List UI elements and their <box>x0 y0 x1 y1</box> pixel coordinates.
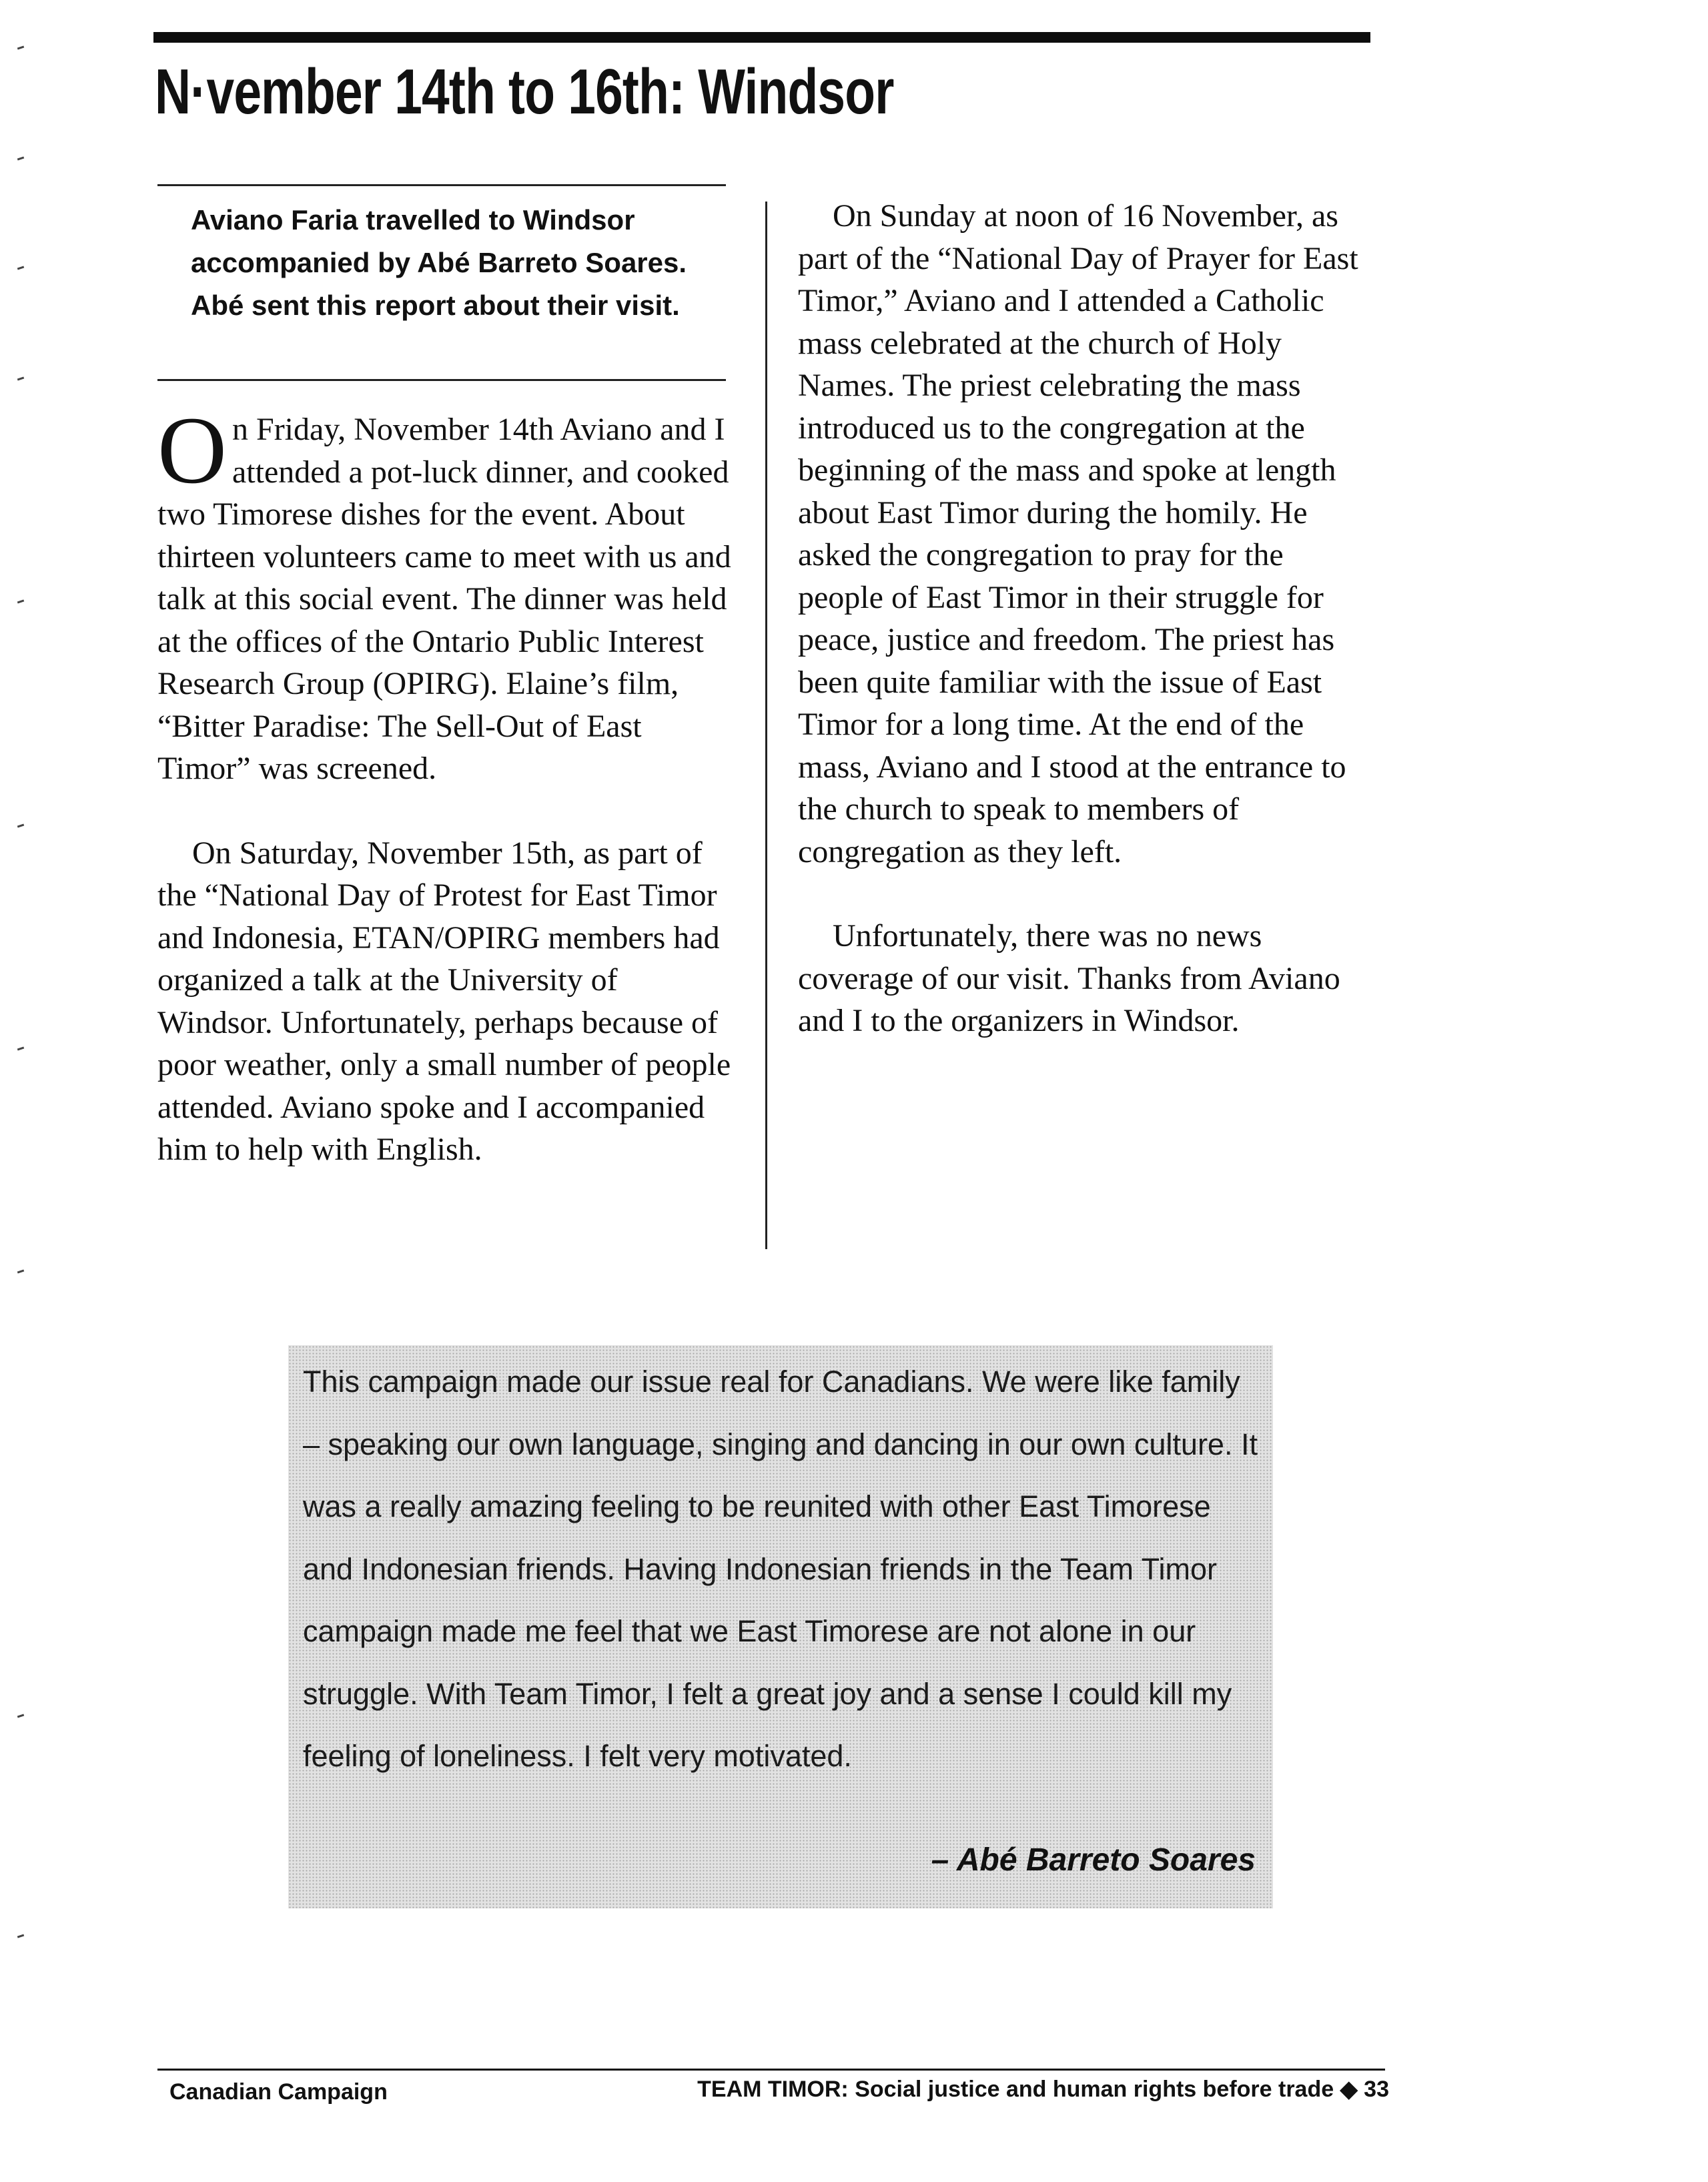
paragraph-friday-text: n Friday, November 14th Aviano and I attended a pot-luck dinner, and cooked two Timorese dishes for the event. About thirteen volunteers came to meet with us and talk at this social event. The dinner was held at the offices of the Ontario Public Interest Research Group (OPIRG). Elaine’s film, “Bitter Paradise: The Sell-Out of East Timor” was screened. <box>157 412 731 786</box>
scan-mark <box>17 1714 24 1718</box>
footer-rule <box>157 2069 1385 2071</box>
page-title: N·vember 14th to 16th: Windsor <box>155 56 894 127</box>
paragraph-sunday: On Sunday at noon of 16 November, as part of the “National Day of Prayer for East Timor,” Aviano and I attended a Catholic mass celebrated at the church of Holy Names. The priest celebrating the mass introduced us to the congregation at the beginning of the mass and spoke at length about East Timor during the homily. He asked the congregation to pray for the people of East Timor in their struggle for peace, justice and freedom. The priest has been quite familiar with the issue of East Timor for a long time. At the end of the mass, Aviano and I stood at the entrance to the church to speak to members of congregation as they left. <box>798 198 1358 869</box>
scan-mark <box>17 157 24 161</box>
scan-mark <box>17 1047 24 1051</box>
paragraph-friday <box>157 398 731 790</box>
scan-mark <box>17 1934 24 1938</box>
header-rule <box>153 32 1370 43</box>
drop-cap: O <box>157 398 227 504</box>
scan-mark <box>17 377 24 381</box>
intro-bottom-rule <box>157 379 726 381</box>
column-divider <box>765 202 767 1249</box>
scan-mark <box>17 600 24 604</box>
intro-blurb: Aviano Faria travelled to Windsor accompanied by Abé Barreto Soares. Abé sent this report about their visit. <box>191 204 687 321</box>
footer-running-title: TEAM TIMOR: Social justice and human rights before trade ◆ 33 <box>697 2077 1389 2102</box>
scan-mark <box>17 824 24 828</box>
paragraph-saturday: On Saturday, November 15th, as part of the “National Day of Protest for East Timor and Indonesia, ETAN/OPIRG members had organized a talk at the University of Windsor. Unfortunately, perhaps because of poor weather, only a small number of people attended. Aviano spoke and I accompanied him to help with English. <box>157 835 731 1167</box>
scan-mark <box>17 46 24 50</box>
footer-section-name: Canadian Campaign <box>169 2079 388 2105</box>
paragraph-closing: Unfortunately, there was no news coverage of our visit. Thanks from Aviano and I to the organizers in Windsor. <box>798 918 1340 1038</box>
scan-mark <box>17 266 24 270</box>
pull-quote-attribution: – Abé Barreto Soares <box>931 1842 1256 1878</box>
pull-quote-text: This campaign made our issue real for Canadians. We were like family – speaking our own language, singing and dancing in our own culture. It was a really amazing feeling to be reunited with other East Timorese and Indonesian friends. Having Indonesian friends in the Team Timor campaign made me feel that we East Timorese are not alone in our struggle. With Team Timor, I felt a great joy and a sense I could kill my feeling of loneliness. I felt very motivated. <box>303 1365 1258 1773</box>
intro-top-rule <box>157 184 726 186</box>
left-column <box>157 398 731 1171</box>
right-column <box>798 195 1372 1042</box>
scan-mark <box>17 1270 24 1274</box>
pull-quote-box <box>288 1345 1273 1908</box>
